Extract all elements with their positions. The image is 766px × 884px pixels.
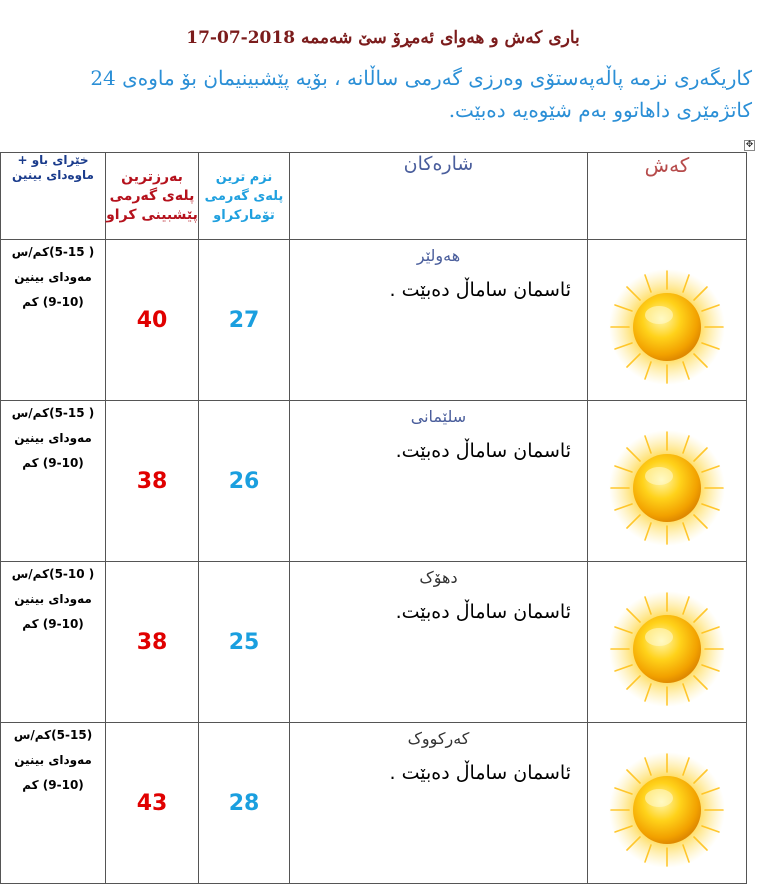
visibility-value: (9-10) کم [22,778,84,792]
visibility-value: (9-10) کم [22,295,84,309]
visibility-label: مەودای بینین [14,753,92,767]
city-name: کەرکووک [407,729,470,748]
sun-icon [607,267,727,387]
city-cell [290,562,588,723]
city-name: هەولێر [416,246,461,265]
weather-icon-cell [588,401,747,562]
table-row [1,240,747,401]
header-max-temp: بەرزترین پلەی گەرمی پێشبینی کراو [106,153,199,240]
wind-cell [1,562,106,723]
sun-icon [607,750,727,870]
visibility-value: (9-10) کم [22,456,84,470]
wind-speed: ( 5-10)کم/س [11,567,95,581]
visibility-label: مەودای بینین [14,592,92,606]
city-cell [290,401,588,562]
max-temp: 38 [106,401,199,562]
forecast-intro: کاریگەری نزمە پاڵەپەستۆی وەرزی گەرمی ساڵانە ، بۆیە پێشبینیمان بۆ ماوەی 24 کاتژمێری داهاتوو بەم شێوەیە دەبێت. [90,66,752,122]
max-temp: 43 [106,723,199,884]
min-temp: 25 [199,562,290,723]
weather-condition: ئاسمان ساماڵ دەبێت . [389,279,571,301]
wind-cell [1,240,106,401]
header-wind: خێرای باو + ماوەدای بینین [1,153,106,240]
weather-condition: ئاسمان ساماڵ دەبێت . [389,762,571,784]
table-row [1,723,747,884]
city-name: دهۆک [419,568,458,587]
visibility-label: مەودای بینین [14,270,92,284]
weather-icon-cell [588,723,747,884]
table-move-handle[interactable]: ✥ [745,140,754,150]
sun-icon [607,589,727,709]
min-temp: 27 [199,240,290,401]
wind-cell [1,723,106,884]
city-cell [290,240,588,401]
wind-speed: (5-15)کم/س [13,728,93,742]
city-name: سلێمانی [410,407,467,426]
visibility-value: (9-10) کم [22,617,84,631]
table-row [1,401,747,562]
weather-condition: ئاسمان ساماڵ دەبێت. [395,601,571,623]
min-temp: 26 [199,401,290,562]
page-title: باری کەش و هەوای ئەمڕۆ سێ شەممە 2018-07-17 [186,28,580,48]
weather-condition: ئاسمان ساماڵ دەبێت. [395,440,571,462]
weather-icon-cell [588,240,747,401]
header-min-temp: نزم ترین پلەی گەرمی تۆمارکراو [199,153,290,240]
max-temp: 38 [106,562,199,723]
min-temp: 28 [199,723,290,884]
wind-speed: ( 5-15)کم/س [11,245,95,259]
header-weather: کەش [588,153,747,240]
wind-speed: ( 5-15)کم/س [11,406,95,420]
weather-icon-cell [588,562,747,723]
sun-icon [607,428,727,548]
header-cities: شارەکان [290,153,588,240]
city-cell [290,723,588,884]
table-header-row [1,153,747,240]
max-temp: 40 [106,240,199,401]
weather-table [0,152,747,884]
wind-cell [1,401,106,562]
visibility-label: مەودای بینین [14,431,92,445]
table-row [1,562,747,723]
